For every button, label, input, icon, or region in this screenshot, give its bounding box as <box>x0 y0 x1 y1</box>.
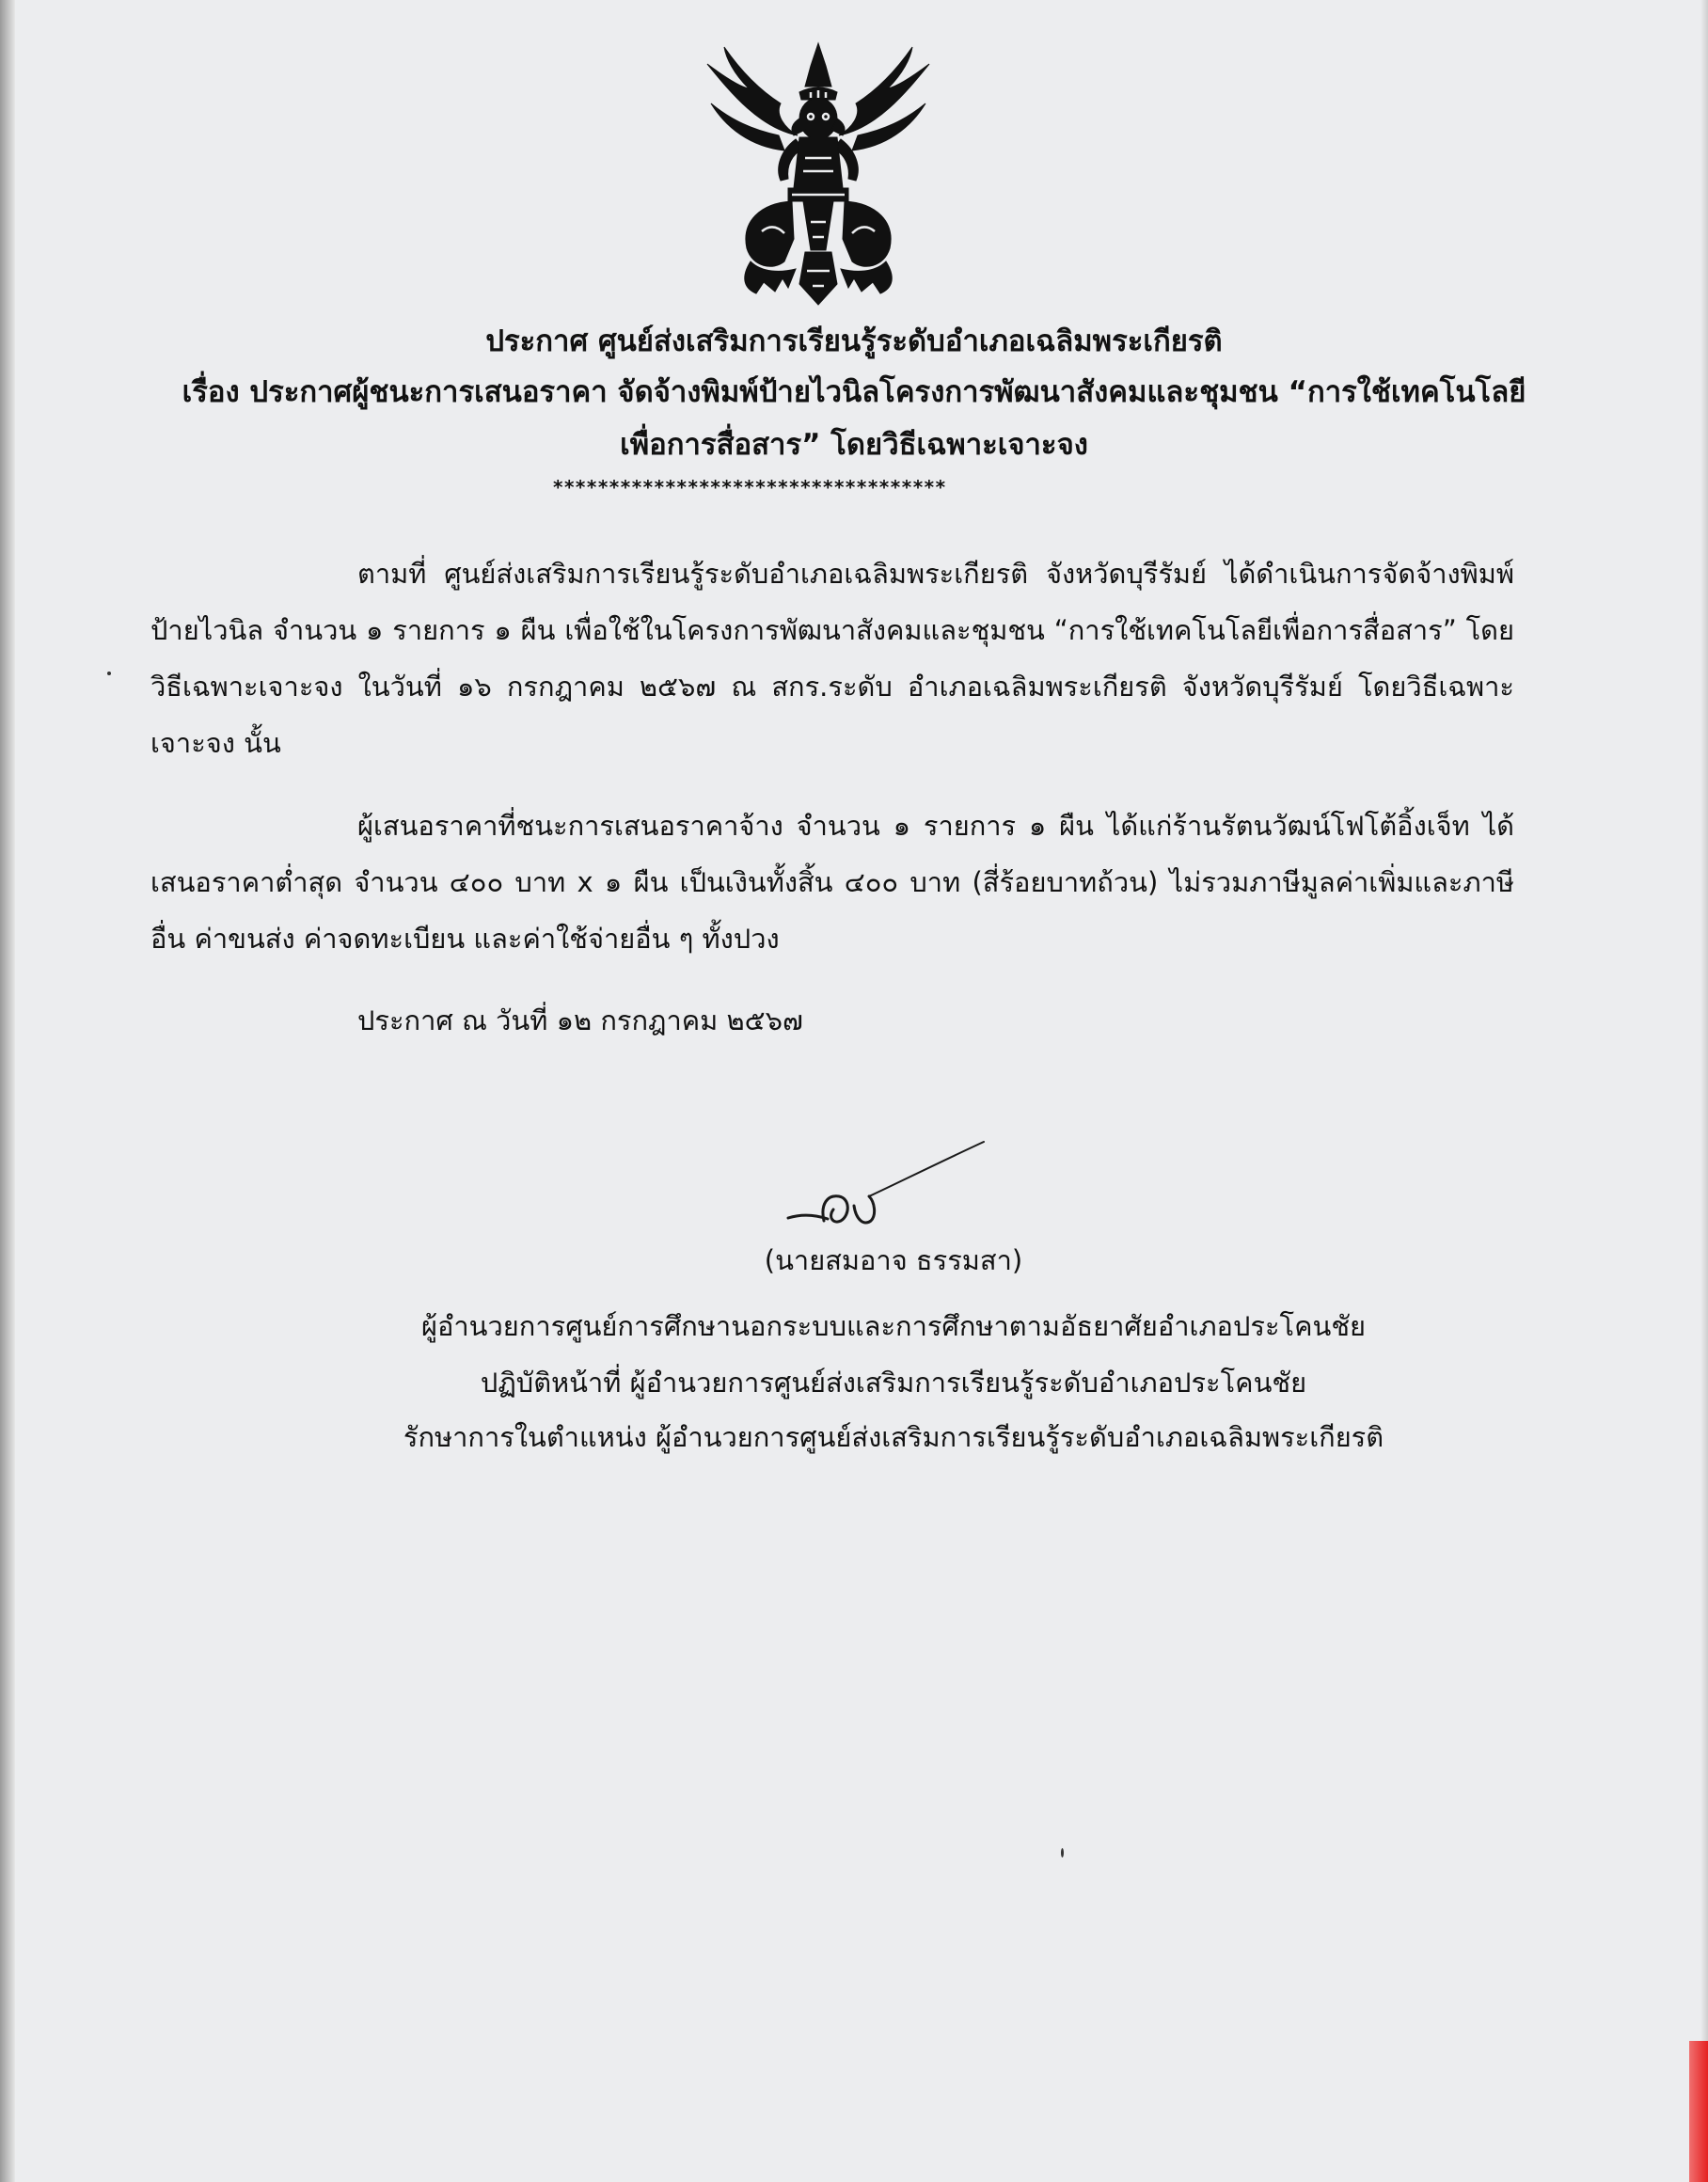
announcement-subject: เรื่อง ประกาศผู้ชนะการเสนอราคา จัดจ้างพิมพ์ป้ายไวนิลโครงการพัฒนาสังคมและชุมชน “การใช้เทคโนโลยี <box>182 375 1526 409</box>
handwritten-signature <box>771 1129 997 1241</box>
scan-speck <box>107 672 111 675</box>
paragraph-1-text: ตามที่ ศูนย์ส่งเสริมการเรียนรู้ระดับอำเภอเฉลิมพระเกียรติ จังหวัดบุรีรัมย์ ได้ดำเนินการจัดจ้างพิมพ์ป้ายไวนิล จำนวน ๑ รายการ ๑ ผืน เพื่อใช้ในโครงการพัฒนาสังคมและชุมชน “การใช้เทคโนโลยีเพื่อการสื่อสาร” โดยวิธีเฉพาะเจาะจง ในวันที่ ๑๖ กรกฎาคม ๒๕๖๗ ณ สกร.ระดับ อำเภอเฉลิมพระเกียรติ จังหวัดบุรีรัมย์ โดยวิธีเฉพาะเจาะจง นั้น <box>150 558 1514 759</box>
body-paragraph-1 <box>150 546 1514 771</box>
scan-speck <box>1061 1848 1064 1858</box>
announcement-title: ประกาศ ศูนย์ส่งเสริมการเรียนรู้ระดับอำเภอเฉลิมพระเกียรติ <box>485 324 1223 358</box>
body-paragraph-2 <box>150 798 1514 967</box>
signatory-position-3: รักษาการในตำแหน่ง ผู้อำนวยการศูนย์ส่งเสริมการเรียนรู้ระดับอำเภอเฉลิมพระเกียรติ <box>403 1421 1384 1453</box>
announcement-subject-cont: เพื่อการสื่อสาร” โดยวิธีเฉพาะเจาะจง <box>620 428 1088 462</box>
announcement-date: ประกาศ ณ วันที่ ๑๒ กรกฎาคม ๒๕๖๗ <box>357 1004 803 1036</box>
signatory-position-1: ผู้อำนวยการศูนย์การศึกษานอกระบบและการศึกษาตามอัธยาศัยอำเภอประโคนชัย <box>420 1310 1367 1342</box>
scan-edge-left <box>0 0 15 2182</box>
separator-stars: *********************************** <box>553 476 947 498</box>
red-corner-mark <box>1689 2041 1708 2182</box>
scan-edge-right <box>1700 0 1708 2182</box>
paragraph-2-text: ผู้เสนอราคาที่ชนะการเสนอราคาจ้าง จำนวน ๑ รายการ ๑ ผืน ได้แก่ร้านรัตนวัฒน์โฟโต้อิ้งเจ็ท ได้เสนอราคาต่ำสุด จำนวน ๔๐๐ บาท x ๑ ผืน เป็นเงินทั้งสิ้น ๔๐๐ บาท (สี่ร้อยบาทถ้วน) ไม่รวมภาษีมูลค่าเพิ่มและภาษีอื่น ค่าขนส่ง ค่าจดทะเบียน และค่าใช้จ่ายอื่น ๆ ทั้งปวง <box>150 810 1514 955</box>
signatory-name: (นายสมอาจ ธรรมสา) <box>764 1244 1023 1276</box>
garuda-emblem-icon <box>694 38 942 310</box>
signatory-position-2: ปฏิบัติหน้าที่ ผู้อำนวยการศูนย์ส่งเสริมการเรียนรู้ระดับอำเภอประโคนชัย <box>480 1367 1307 1399</box>
